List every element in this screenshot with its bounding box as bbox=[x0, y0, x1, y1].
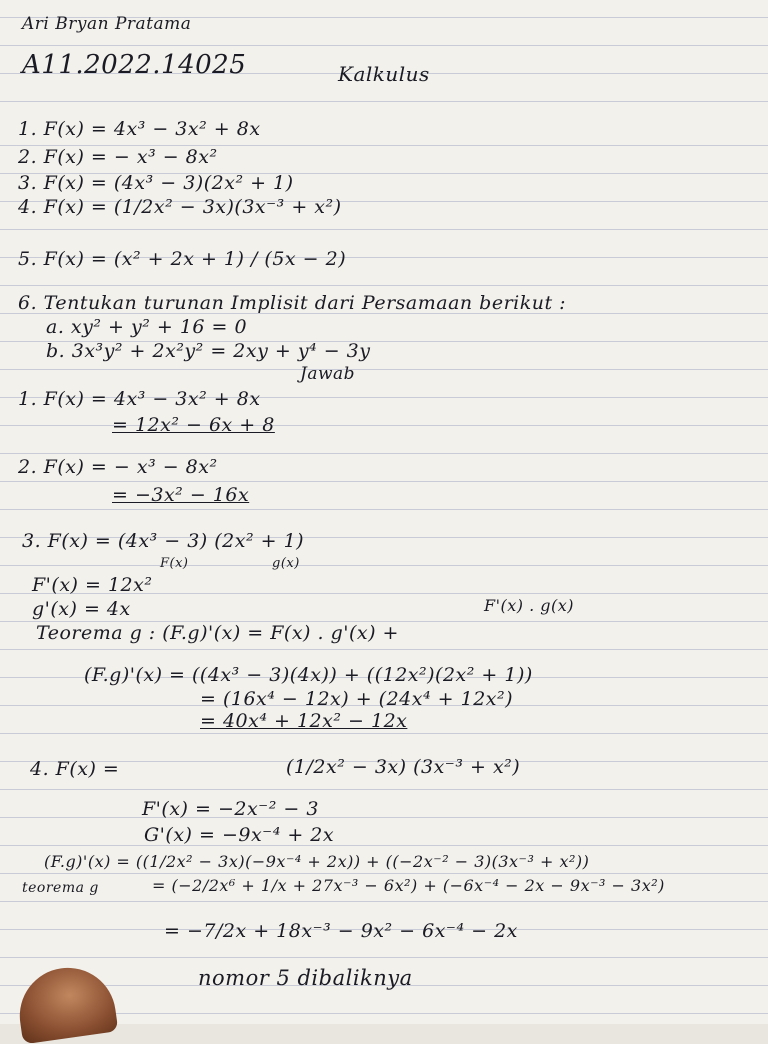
answer-1-result: = 12x² − 6x + 8 bbox=[112, 414, 275, 436]
question-2: 2. F(x) = − x³ − 8x² bbox=[18, 146, 218, 168]
answer-2-line-1: 2. F(x) = − x³ − 8x² bbox=[18, 456, 218, 478]
answer-3-line-1: 3. F(x) = (4x³ − 3) (2x² + 1) bbox=[22, 530, 305, 552]
question-4: 4. F(x) = (1/2x² − 3x)(3x⁻³ + x²) bbox=[18, 196, 342, 218]
answer-4-gprime: G'(x) = −9x⁻⁴ + 2x bbox=[144, 824, 335, 846]
answer-4-fprime: F'(x) = −2x⁻² − 3 bbox=[142, 798, 319, 820]
subject-title: Kalkulus bbox=[338, 62, 430, 86]
question-6a: a. xy² + y² + 16 = 0 bbox=[46, 316, 248, 338]
question-3: 3. F(x) = (4x³ − 3)(2x² + 1) bbox=[18, 172, 294, 194]
answer-3-g-label: g(x) bbox=[272, 556, 300, 571]
question-6b: b. 3x³y² + 2x²y² = 2xy + y⁴ − 3y bbox=[46, 340, 371, 362]
question-5: 5. F(x) = (x² + 2x + 1) / (5x − 2) bbox=[18, 248, 347, 270]
answer-3-step-2: = (16x⁴ − 12x) + (24x⁴ + 12x²) bbox=[200, 688, 514, 710]
answer-4-line-1: 4. F(x) = bbox=[30, 758, 120, 780]
answer-4-step-1: (F.g)'(x) = ((1/2x² − 3x)(−9x⁻⁴ + 2x)) + ((−2x⁻² − 3)(3x⁻³ + x²)) bbox=[44, 852, 590, 871]
question-1: 1. F(x) = 4x³ − 3x² + 8x bbox=[18, 118, 261, 140]
question-6: 6. Tentukan turunan Implisit dari Persamaan berikut : bbox=[18, 292, 567, 314]
footer-note: nomor 5 dibaliknya bbox=[198, 966, 413, 990]
answer-3-gprime: g'(x) = 4x bbox=[32, 598, 131, 620]
answer-3-fg-note: F'(x) . g(x) bbox=[484, 596, 575, 615]
answer-3-f-label: F(x) bbox=[160, 556, 189, 571]
answer-2-result: = −3x² − 16x bbox=[112, 484, 250, 506]
student-name: Ari Bryan Pratama bbox=[22, 14, 192, 34]
answer-4-step-2: = (−2/2x⁶ + 1/x + 27x⁻³ − 6x²) + (−6x⁻⁴ − 2x − 9x⁻³ − 3x²) bbox=[152, 876, 665, 895]
answer-3-fprime: F'(x) = 12x² bbox=[32, 574, 153, 596]
jawab-label: Jawab bbox=[300, 364, 356, 384]
student-id: A11.2022.14025 bbox=[22, 50, 247, 80]
answer-3-step-1: (F.g)'(x) = ((4x³ − 3)(4x)) + ((12x²)(2x² + 1)) bbox=[84, 664, 533, 686]
answer-4-teorema: teorema g bbox=[22, 880, 99, 896]
thumb-photo bbox=[14, 962, 119, 1044]
answer-4-result: = −7/2x + 18x⁻³ − 9x² − 6x⁻⁴ − 2x bbox=[164, 920, 518, 942]
answer-1-line-1: 1. F(x) = 4x³ − 3x² + 8x bbox=[18, 388, 261, 410]
answer-4-line-1b: (1/2x² − 3x) (3x⁻³ + x²) bbox=[286, 756, 521, 778]
answer-3-result: = 40x⁴ + 12x² − 12x bbox=[200, 710, 408, 732]
answer-3-teorema: Teorema g : (F.g)'(x) = F(x) . g'(x) + bbox=[36, 622, 399, 644]
